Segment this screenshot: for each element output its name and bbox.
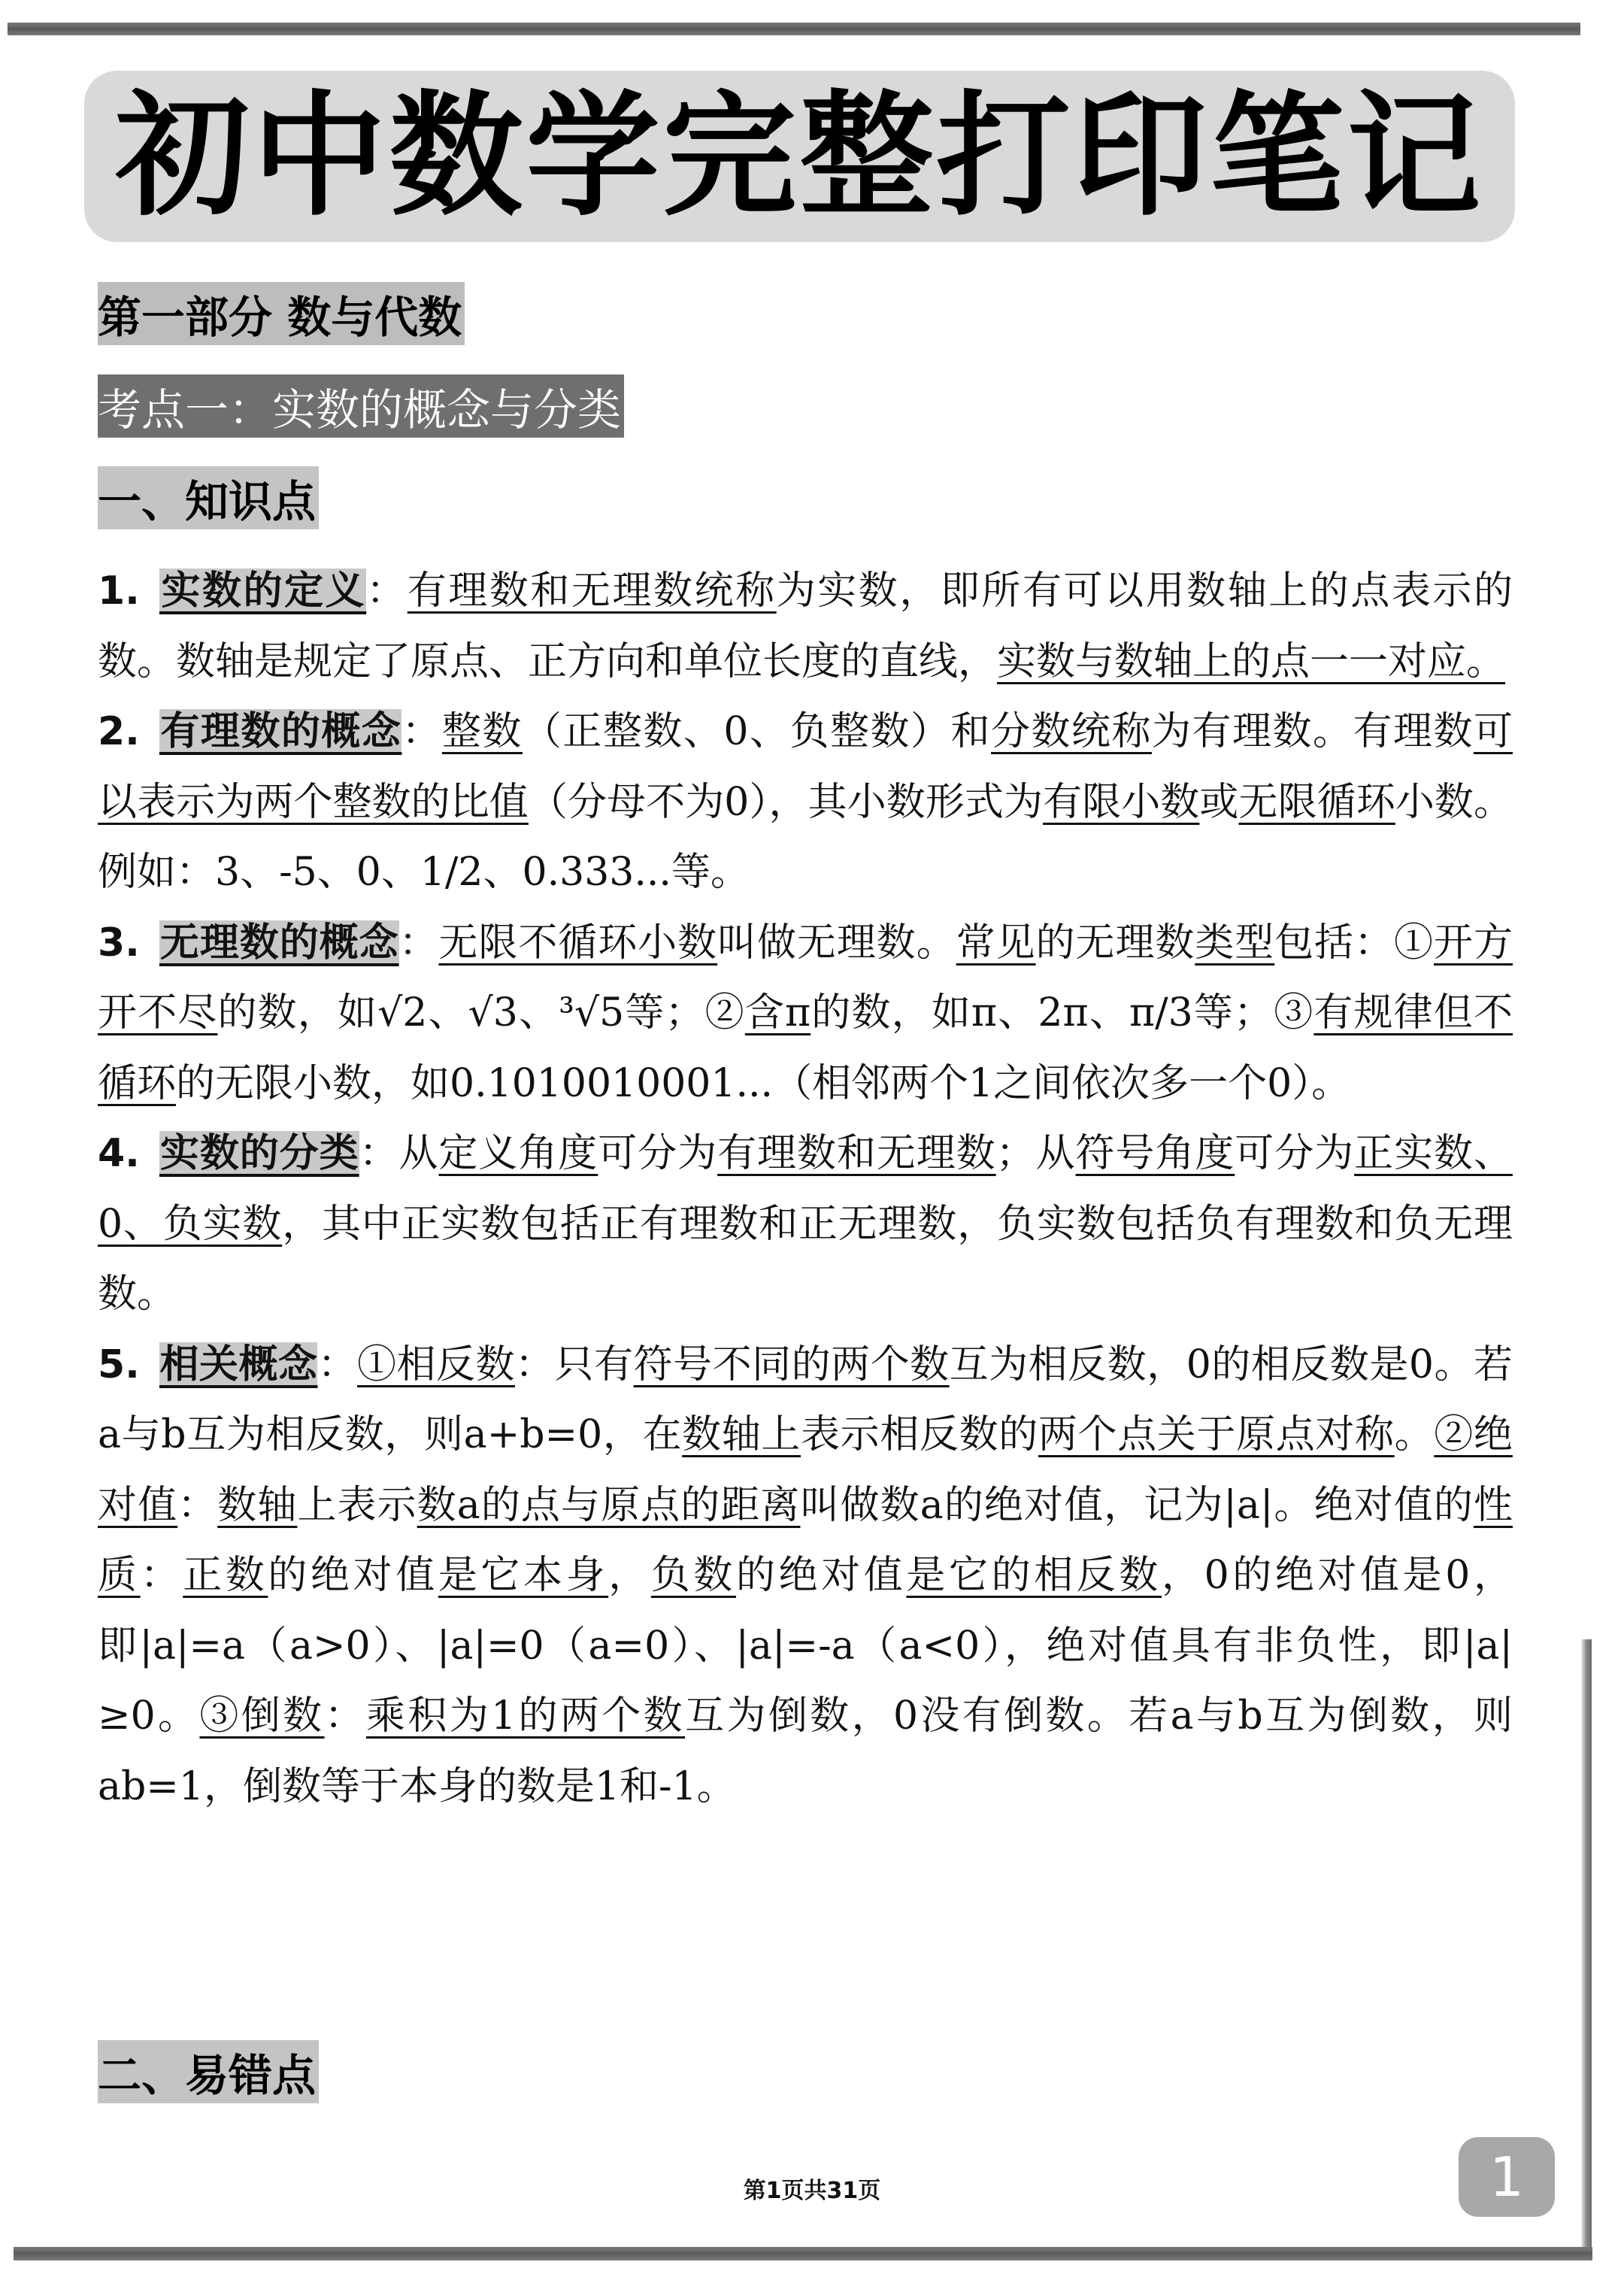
body-text: 可分为 — [1235, 1131, 1355, 1176]
item-number: 5. — [98, 1342, 140, 1387]
underlined-text: 数轴上 — [682, 1412, 801, 1457]
underlined-text: 无限不循环小数 — [438, 920, 718, 966]
underlined-text: 负数 — [650, 1553, 737, 1598]
body-text: ；从 — [995, 1131, 1076, 1176]
item-number: 2. — [98, 709, 140, 754]
item-term-highlight: 无理数的概念 — [159, 920, 399, 966]
item-number: 1. — [98, 568, 140, 614]
body-text: 叫做数a的绝对值，记为|a|。绝对值的 — [800, 1482, 1474, 1528]
underlined-text: 无限循环 — [1238, 779, 1395, 825]
underlined-text: 有限小数 — [1043, 779, 1200, 825]
body-text: 。 — [1394, 1412, 1435, 1457]
body-text: （正整数、0、负整数）和 — [522, 709, 991, 754]
underlined-text: 可以表示为两个整数的比值 — [98, 709, 1513, 825]
body-text: ，0的绝对值是0，即|a|=a（a>0）、|a|=0（a=0）、|a|=-a（a<0），绝对值具有非负性，即|a|≥0。 — [98, 1553, 1513, 1739]
body-text: ： — [366, 568, 408, 614]
page-number-badge: 1 — [1459, 2137, 1555, 2217]
underlined-text: ①相反数 — [357, 1342, 516, 1387]
section-heading-common-mistakes: 二、易错点 — [98, 2040, 319, 2103]
knowledge-point-item — [98, 1119, 1513, 1330]
underlined-text: 数a的点与原点的距离 — [417, 1482, 801, 1528]
underlined-text: 整数 — [441, 709, 523, 754]
underlined-text: 分数统称 — [990, 709, 1152, 754]
underlined-text: 是它本身 — [438, 1553, 609, 1598]
underlined-text: 性质 — [98, 1482, 1513, 1598]
body-text: ，其中正实数包括正有理数和正无理数，负实数包括负有理数和负无理数。 — [98, 1201, 1513, 1317]
body-text: ： — [140, 1553, 183, 1598]
item-term-highlight: 实数的分类 — [159, 1131, 359, 1176]
underlined-text: 类型 — [1195, 920, 1275, 966]
body-text: 的数，如√2、√3、³√5等；② — [217, 990, 745, 1035]
body-text: 可分为 — [598, 1131, 718, 1176]
underlined-text: 两个点关于原点对称 — [1038, 1412, 1395, 1457]
right-border-bar — [1581, 1639, 1592, 2260]
body-text: 的无理数 — [1035, 920, 1195, 966]
body-text: 的绝对值 — [268, 1553, 438, 1598]
exam-point-heading: 考点一：实数的概念与分类 — [98, 374, 624, 438]
body-text: ： — [401, 709, 442, 754]
body-text: 为实数，即所有可以用数轴上的点表示的数。数轴是规定了原点、正方向和单位长度的直线， — [98, 568, 1513, 684]
knowledge-points-body — [98, 556, 1513, 1822]
item-number: 4. — [98, 1131, 140, 1176]
underlined-text: 有规律但不循环 — [98, 990, 1513, 1106]
underlined-text: 符号角度 — [1075, 1131, 1235, 1176]
body-text: （分母不为0），其小数形式为 — [528, 779, 1044, 825]
body-text: 互为倒数，0没有倒数。若a与b互为倒数，则ab=1，倒数等于本身的数是1和-1。 — [98, 1693, 1513, 1809]
body-text: ： — [317, 1342, 357, 1387]
underlined-text: 是它的相反数 — [906, 1553, 1162, 1598]
body-text: ： — [177, 1482, 218, 1528]
body-text: 叫做无理数。 — [717, 920, 956, 966]
body-text: ： — [324, 1693, 366, 1739]
body-text: 或 — [1199, 779, 1239, 825]
knowledge-point-item — [98, 556, 1513, 697]
underlined-text: 有理数和无理数统称 — [407, 568, 777, 614]
underlined-text: 实数与数轴上的点一一对应。 — [997, 638, 1506, 684]
underlined-text: ②绝对值 — [98, 1412, 1513, 1528]
underlined-text: 正实数、0、负实数 — [98, 1131, 1513, 1247]
body-text: 包括：① — [1274, 920, 1434, 966]
body-text: ：从 — [359, 1131, 439, 1176]
document-title: 初中数学完整打印笔记 — [115, 78, 1484, 234]
underlined-text: 符号不同的两个数 — [633, 1342, 950, 1387]
body-text: 的数，如π、2π、π/3等；③ — [810, 990, 1314, 1035]
knowledge-point-item — [98, 908, 1513, 1120]
item-term-highlight: 实数的定义 — [159, 568, 367, 614]
title-banner — [84, 71, 1515, 242]
body-text: 的无限小数，如0.1010010001...（相邻两个1之间依次多一个0）。 — [176, 1060, 1351, 1106]
item-number: 3. — [98, 920, 140, 966]
underlined-text: 定义角度 — [438, 1131, 598, 1176]
underlined-text: 乘积为1的两个数 — [365, 1693, 686, 1739]
underlined-text: 数轴 — [217, 1482, 298, 1528]
body-text: 互为相反数，0的相反数是0。若a与b互为相反数，则a+b=0，在 — [98, 1342, 1513, 1457]
underlined-text: 有理数和无理数 — [717, 1131, 996, 1176]
body-text: ， — [608, 1553, 651, 1598]
item-term-highlight: 相关概念 — [159, 1342, 318, 1387]
underlined-text: ③倒数 — [199, 1693, 325, 1739]
part-heading: 第一部分 数与代数 — [98, 282, 465, 345]
body-text: 小数。例如：3、-5、0、1/2、0.333...等。 — [98, 779, 1513, 895]
body-text: 为有理数。有理数 — [1151, 709, 1474, 754]
body-text: 表示相反数的 — [801, 1412, 1038, 1457]
underlined-text: 常见 — [956, 920, 1036, 966]
knowledge-point-item — [98, 697, 1513, 908]
underlined-text: 开方开不尽 — [98, 920, 1513, 1035]
body-text: 上表示 — [297, 1482, 417, 1528]
bottom-border-bar — [14, 2247, 1592, 2260]
underlined-text: 正数 — [183, 1553, 268, 1598]
page-footer: 第1页共31页 — [743, 2178, 881, 2204]
section-heading-knowledge-points: 一、知识点 — [98, 466, 319, 529]
knowledge-point-item — [98, 1330, 1513, 1823]
top-border-bar — [8, 23, 1580, 35]
item-term-highlight: 有理数的概念 — [159, 709, 402, 754]
body-text: 的绝对值 — [736, 1553, 907, 1598]
body-text: ：只有 — [515, 1342, 634, 1387]
underlined-text: 含π — [744, 990, 811, 1035]
body-text: ： — [398, 920, 439, 966]
